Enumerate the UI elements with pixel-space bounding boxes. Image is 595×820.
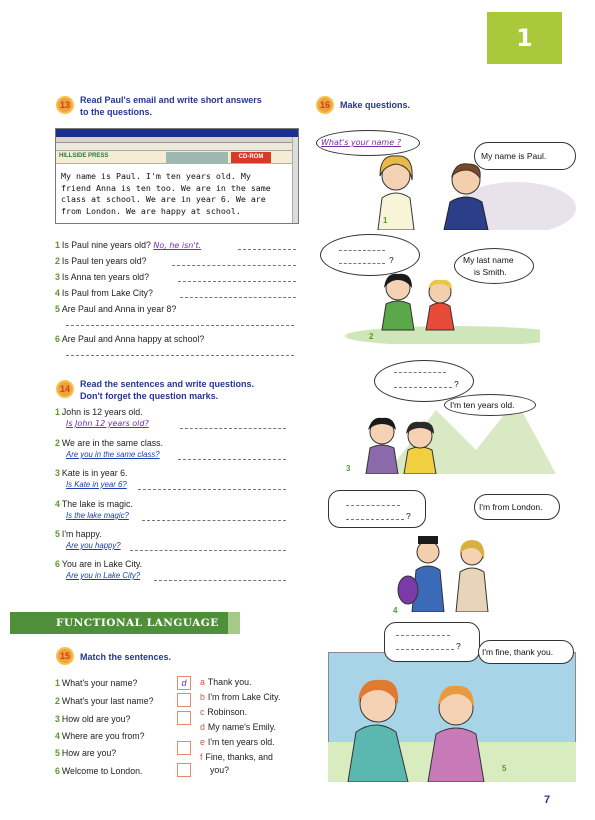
q-text: Where are you from?	[61, 731, 145, 741]
scene-2-reply-line1: My last name	[463, 255, 514, 265]
ex14-item-3	[55, 467, 127, 479]
q-text: You are in Lake City.	[61, 559, 143, 569]
email-line: friend Anna is ten too. We are in the same	[61, 182, 271, 193]
man-4-cap	[418, 536, 438, 544]
functional-language-banner	[10, 612, 240, 634]
unit-badge: 1	[487, 12, 562, 64]
man-4-head	[417, 541, 439, 563]
email-window	[55, 128, 299, 224]
email-line: class at school. We are in year 6. We are	[61, 194, 266, 204]
exercise-13-title-line1: Read Paul's email and write short answers	[80, 95, 262, 105]
question-line	[339, 263, 385, 264]
option-text: Robinson.	[207, 707, 248, 717]
answer-box-1[interactable]: d	[177, 676, 191, 690]
scene-3-reply: I'm ten years old.	[450, 400, 515, 410]
question-line	[394, 387, 452, 388]
q-number: 4	[55, 288, 60, 298]
exercise-15-number: 15	[56, 647, 74, 665]
email-body	[61, 171, 293, 217]
ex15-question-2	[55, 695, 154, 707]
scene-2-question-mark: ?	[389, 255, 394, 265]
exercise-16-number: 16	[316, 96, 334, 114]
email-titlebar	[56, 129, 298, 137]
ex13-question-5	[55, 303, 176, 315]
cd-rom-logo: CD-ROM	[231, 152, 271, 163]
option-letter: c	[200, 707, 205, 717]
exercise-14-title-line2: Don't forget the question marks.	[80, 391, 219, 401]
q-number: 3	[55, 714, 60, 724]
option-d	[200, 721, 276, 733]
ex15-question-5	[55, 747, 116, 759]
ex14-answer-3: Is Kate in year 6?	[66, 480, 127, 489]
option-letter: b	[200, 692, 205, 702]
ex14-answer-6: Are you in Lake City?	[66, 571, 141, 580]
exercise-13-title-line2: to the questions.	[80, 107, 152, 117]
option-e	[200, 736, 275, 748]
option-letter: d	[200, 722, 205, 732]
q-text: Are Paul and Anna in year 8?	[61, 304, 177, 314]
banner-photo	[166, 152, 228, 163]
kid-3a-body	[366, 445, 398, 474]
option-text: Thank you.	[207, 677, 252, 687]
exercise-14-title-line1: Read the sentences and write questions.	[80, 379, 255, 389]
q-text: Is Paul ten years old?	[61, 256, 147, 266]
ex14-item-4	[55, 498, 133, 510]
option-letter: f	[200, 752, 203, 762]
q-number: 3	[55, 468, 60, 478]
question-line	[396, 635, 450, 636]
ex14-item-5	[55, 528, 102, 540]
scene-3-number: 3	[346, 464, 351, 473]
q-text: Kate is in year 6.	[61, 468, 128, 478]
scene-5-question-bubble	[384, 622, 480, 662]
q-number: 4	[55, 731, 60, 741]
q-number: 2	[55, 256, 60, 266]
answer-line	[130, 550, 286, 551]
ex14-answer-4: Is the lake magic?	[66, 511, 129, 520]
answer-line	[138, 489, 286, 490]
q-number: 6	[55, 334, 60, 344]
functional-language-title: FUNCTIONAL LANGUAGE	[10, 612, 228, 634]
question-line	[346, 519, 404, 520]
q-text: Are Paul and Anna happy at school?	[61, 334, 205, 344]
scene-5-illustration	[328, 652, 576, 782]
option-text: My name's Emily.	[207, 722, 276, 732]
ex14-item-2	[55, 437, 163, 449]
exercise-15-title: Match the sentences.	[80, 652, 172, 662]
scene-4-question-mark: ?	[406, 511, 411, 521]
girl-2-body	[382, 301, 414, 330]
scene-2-question-bubble	[320, 234, 420, 276]
email-banner	[56, 151, 298, 164]
scene-4-illustration	[394, 520, 504, 612]
q-text: The lake is magic.	[61, 499, 133, 509]
q-text: John is 12 years old.	[61, 407, 143, 417]
q-text: Is Paul from Lake City?	[61, 288, 153, 298]
girl-5b-body	[428, 728, 484, 782]
q-text: Is Anna ten years old?	[61, 272, 149, 282]
q-number: 2	[55, 696, 60, 706]
answer-box-5[interactable]	[177, 763, 191, 777]
page-number: 7	[544, 794, 551, 806]
ex15-question-4	[55, 730, 145, 742]
ex13-question-6	[55, 333, 204, 345]
q-text: How are you?	[61, 748, 117, 758]
boy-body	[444, 197, 488, 230]
scene-1-number: 1	[383, 216, 388, 225]
scene-5-number: 5	[502, 764, 507, 773]
q-number: 1	[55, 678, 60, 688]
answer-line	[178, 281, 296, 282]
email-toolbar	[56, 143, 298, 151]
ex13-question-2	[55, 255, 147, 267]
scene-5-reply: I'm fine, thank you.	[482, 647, 554, 657]
question-line	[339, 250, 385, 251]
scene-5-question-mark: ?	[456, 641, 461, 651]
q-number: 6	[55, 766, 60, 776]
scene-1-question: What's your name ?	[321, 138, 401, 147]
scene-4-question-bubble	[328, 490, 426, 528]
option-b	[200, 691, 280, 703]
option-text: Fine, thanks, and	[205, 752, 273, 762]
option-text: I'm ten years old.	[207, 737, 275, 747]
answer-line	[238, 249, 296, 250]
scene-4-number: 4	[393, 606, 398, 615]
option-letter: a	[200, 677, 205, 687]
exercise-16-title: Make questions.	[340, 100, 411, 110]
q-text: Is Paul nine years old?	[61, 240, 151, 250]
answer-line	[178, 459, 286, 460]
option-f-line2: you?	[210, 765, 230, 775]
press-logo: HILLSIDE PRESS	[59, 153, 109, 159]
option-f	[200, 751, 273, 763]
answer-line	[142, 520, 286, 521]
option-letter: e	[200, 737, 205, 747]
woman-4-body	[456, 568, 488, 612]
boy-2-body	[426, 303, 454, 330]
girl-5a-body	[348, 725, 408, 782]
q-text: I'm happy.	[61, 529, 102, 539]
ex14-answer-5: Are you happy?	[66, 541, 121, 550]
ex15-question-3	[55, 713, 130, 725]
ex13-question-4	[55, 287, 153, 299]
ex13-question-3	[55, 271, 149, 283]
scene-4-reply: I'm from London.	[479, 502, 543, 512]
q-text: What's your last name?	[61, 696, 154, 706]
ex14-item-1	[55, 406, 143, 418]
scene-2-reply-bubble	[454, 248, 534, 284]
answer-line	[66, 325, 294, 326]
q-number: 5	[55, 529, 60, 539]
ex15-question-1	[55, 677, 137, 689]
kid-3b-body	[404, 447, 436, 474]
answer-line	[180, 428, 286, 429]
question-line	[394, 372, 446, 373]
answer-line	[154, 580, 286, 581]
answer-box-2[interactable]	[177, 693, 191, 707]
exercise-14-title	[80, 378, 254, 402]
exercise-14-number: 14	[56, 380, 74, 398]
q-number: 6	[55, 559, 60, 569]
q-number: 5	[55, 748, 60, 758]
answer-line	[172, 265, 296, 266]
ex13-question-1	[55, 239, 201, 252]
ex14-answer-2: Are you in the same class?	[66, 450, 160, 459]
q-number: 5	[55, 304, 60, 314]
q-answer: No, he isn't.	[153, 241, 202, 250]
option-c	[200, 706, 247, 718]
scene-1-reply: My name is Paul.	[481, 151, 547, 161]
q-text: How old are you?	[61, 714, 131, 724]
q-number: 1	[55, 407, 60, 417]
question-line	[396, 649, 454, 650]
option-a	[200, 676, 251, 688]
q-number: 4	[55, 499, 60, 509]
scene-2-reply-line2: is Smith.	[474, 267, 507, 277]
q-text: Welcome to London.	[61, 766, 143, 776]
ex15-question-6	[55, 765, 142, 777]
q-number: 3	[55, 272, 60, 282]
bag-icon	[398, 576, 418, 604]
banner-tail	[228, 612, 240, 634]
ex14-item-6	[55, 558, 142, 570]
q-number: 1	[55, 240, 60, 250]
answer-line	[66, 355, 294, 356]
answer-box-4[interactable]	[177, 741, 191, 755]
option-text: I'm from Lake City.	[207, 692, 281, 702]
answer-line	[180, 297, 296, 298]
answer-box-3[interactable]	[177, 711, 191, 725]
q-number: 2	[55, 438, 60, 448]
scene-2-number: 2	[369, 332, 374, 341]
exercise-13-number: 13	[56, 96, 74, 114]
q-text: We are in the same class.	[61, 438, 163, 448]
email-line: from London. We are happy at school.	[61, 205, 241, 216]
question-line	[346, 505, 400, 506]
exercise-13-title	[80, 94, 262, 118]
ex14-answer-1: Is John 12 years old?	[66, 419, 149, 428]
scene-3-question-mark: ?	[454, 379, 459, 389]
q-text: What's your name?	[61, 678, 138, 688]
email-line: My name is Paul. I'm ten years old. My	[61, 171, 251, 181]
